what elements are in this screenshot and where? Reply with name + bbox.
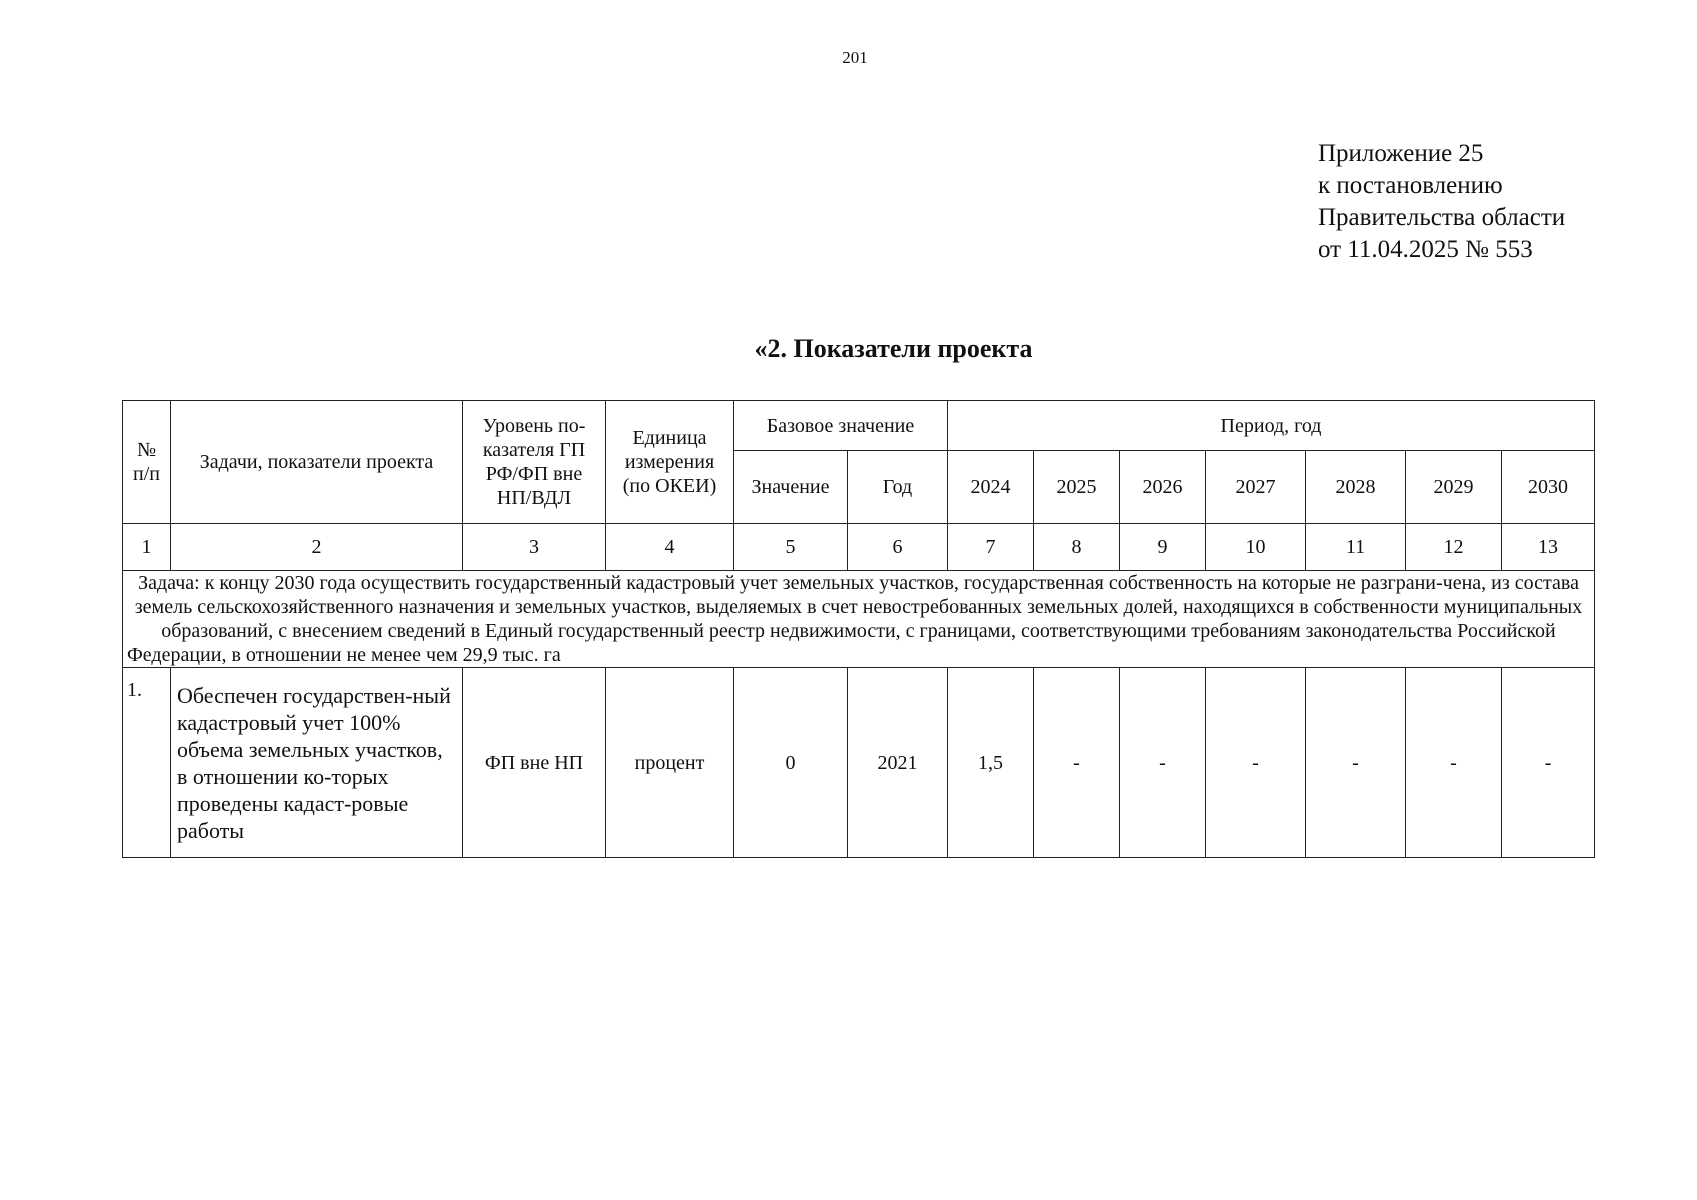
value-2028: - [1306, 668, 1406, 858]
value-2024: 1,5 [948, 668, 1034, 858]
column-number: 4 [606, 524, 734, 571]
header-year-2024: 2024 [948, 451, 1034, 524]
appendix-line-1: Приложение 25 [1318, 140, 1484, 167]
base-year: 2021 [848, 668, 948, 858]
header-base-year: Год [848, 451, 948, 524]
task-text: Задача: к концу 2030 года осуществить государственный кадастровый учет земельных участков, государственная собственность на которые не разграни-чена, из состава земель сельскохозяйственного назначения и земельных участков, выделяемых в счет невостребованных земельных долей, находящихся в собственности муниципальных образований, с внесением сведений в Единый государственный реестр недвижимости, с границами, соответствующими требованиям законодательства Российской Федерации, в отношении не менее чем 29,9 тыс. га [123, 571, 1595, 668]
document-title: «2. Показатели проекта [754, 334, 1033, 363]
column-number: 3 [463, 524, 606, 571]
header-year-2026: 2026 [1120, 451, 1206, 524]
column-number: 9 [1120, 524, 1206, 571]
row-number: 1. [123, 668, 171, 858]
value-2029: - [1406, 668, 1502, 858]
header-num: № п/п [123, 401, 171, 524]
header-year-2025: 2025 [1034, 451, 1120, 524]
task-row [123, 571, 1595, 668]
column-number: 12 [1406, 524, 1502, 571]
header-tasks: Задачи, показатели проекта [171, 401, 463, 524]
value-2025: - [1034, 668, 1120, 858]
header-level: Уровень по-казателя ГП РФ/ФП вне НП/ВДЛ [463, 401, 606, 524]
header-period: Период, год [948, 401, 1595, 451]
base-value: 0 [734, 668, 848, 858]
column-number: 2 [171, 524, 463, 571]
column-number-row [123, 524, 1595, 571]
indicator-unit: процент [606, 668, 734, 858]
appendix-line-3: Правительства области [1318, 204, 1566, 231]
header-row-1 [123, 401, 1595, 451]
value-2027: - [1206, 668, 1306, 858]
column-number: 7 [948, 524, 1034, 571]
column-number: 10 [1206, 524, 1306, 571]
indicator-name: Обеспечен государствен-ный кадастровый учет 100% объема земельных участков, в отношении ко-торых проведены кадаст-ровые работы [171, 668, 463, 858]
indicator-level: ФП вне НП [463, 668, 606, 858]
table-row [123, 668, 1595, 858]
value-2030: - [1502, 668, 1595, 858]
header-year-2027: 2027 [1206, 451, 1306, 524]
header-year-2030: 2030 [1502, 451, 1595, 524]
header-year-2028: 2028 [1306, 451, 1406, 524]
column-number: 8 [1034, 524, 1120, 571]
header-base: Базовое значение [734, 401, 948, 451]
appendix-line-2: к постановлению [1318, 172, 1503, 199]
header-base-value: Значение [734, 451, 848, 524]
column-number: 6 [848, 524, 948, 571]
column-number: 1 [123, 524, 171, 571]
indicators-table [122, 400, 1595, 858]
appendix-line-4: от 11.04.2025 № 553 [1318, 236, 1533, 263]
column-number: 11 [1306, 524, 1406, 571]
header-year-2029: 2029 [1406, 451, 1502, 524]
value-2026: - [1120, 668, 1206, 858]
header-unit: Единица измерения (по ОКЕИ) [606, 401, 734, 524]
column-number: 13 [1502, 524, 1595, 571]
column-number: 5 [734, 524, 848, 571]
appendix-block [1318, 138, 1565, 266]
page-number: 201 [842, 48, 868, 67]
